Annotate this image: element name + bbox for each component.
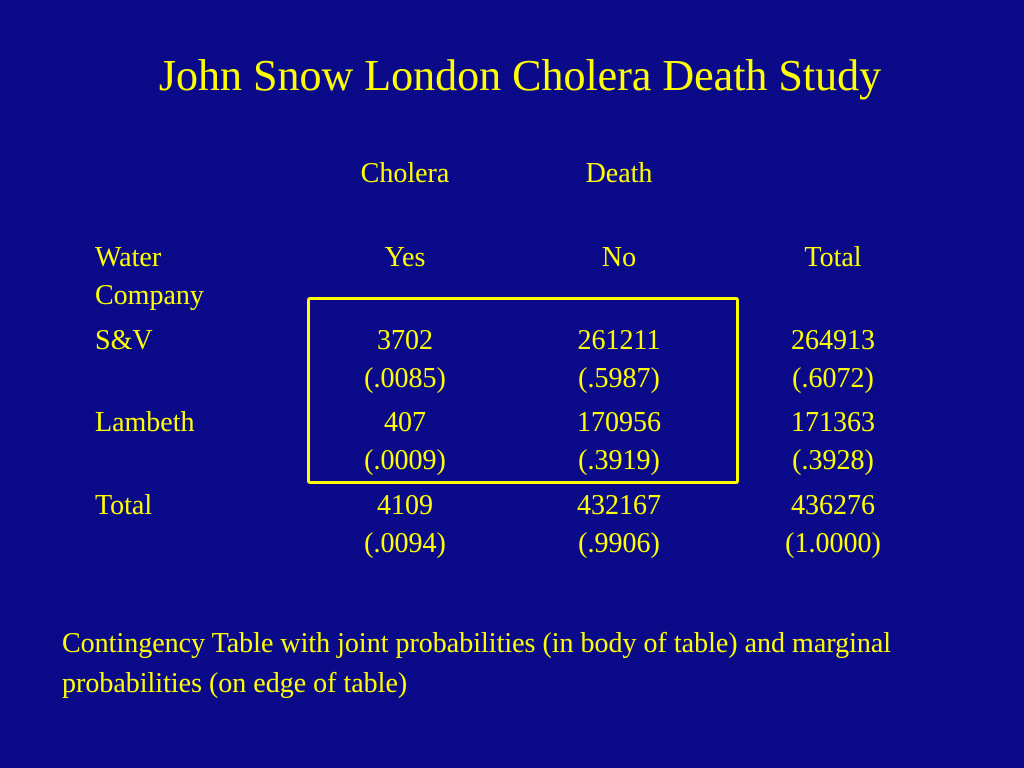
cell-sv-total-prob: (.6072) [792,363,874,394]
cell-sv-total-count: 264913 [791,325,875,356]
column-header-no: No [601,242,637,273]
cell-sv-yes-prob: (.0085) [364,363,446,394]
row-label-lambeth: Lambeth [95,407,195,438]
caption: Contingency Table with joint probabilities (in body of table) and marginal probabilities (on edge of table) [62,628,892,699]
cell-lambeth-yes-prob: (.0009) [364,445,446,476]
header-cholera: Cholera [360,158,450,189]
header-death: Death [585,158,653,189]
cell-total-no-count: 432167 [577,490,661,521]
cell-lambeth-yes-count: 407 [384,407,426,438]
cell-total-yes-count: 4109 [377,490,433,521]
row-header-water: Water [95,242,162,273]
cell-total-total-prob: (1.0000) [785,528,881,559]
cell-lambeth-no-prob: (.3919) [578,445,660,476]
cell-total-no-prob: (.9906) [578,528,660,559]
cell-total-total-count: 436276 [791,490,875,521]
cell-sv-no-count: 261211 [577,325,661,356]
column-header-total: Total [804,242,862,273]
row-header-company: Company [95,280,204,311]
column-header-yes: Yes [384,242,426,273]
cell-sv-no-prob: (.5987) [578,363,660,394]
slide-title: John Snow London Cholera Death Study [158,51,882,100]
cell-lambeth-total-count: 171363 [791,407,875,438]
cell-sv-yes-count: 3702 [377,325,433,356]
cell-lambeth-no-count: 170956 [577,407,661,438]
row-label-sv: S&V [95,325,153,356]
cell-lambeth-total-prob: (.3928) [792,445,874,476]
cell-total-yes-prob: (.0094) [364,528,446,559]
row-label-total: Total [95,490,153,521]
